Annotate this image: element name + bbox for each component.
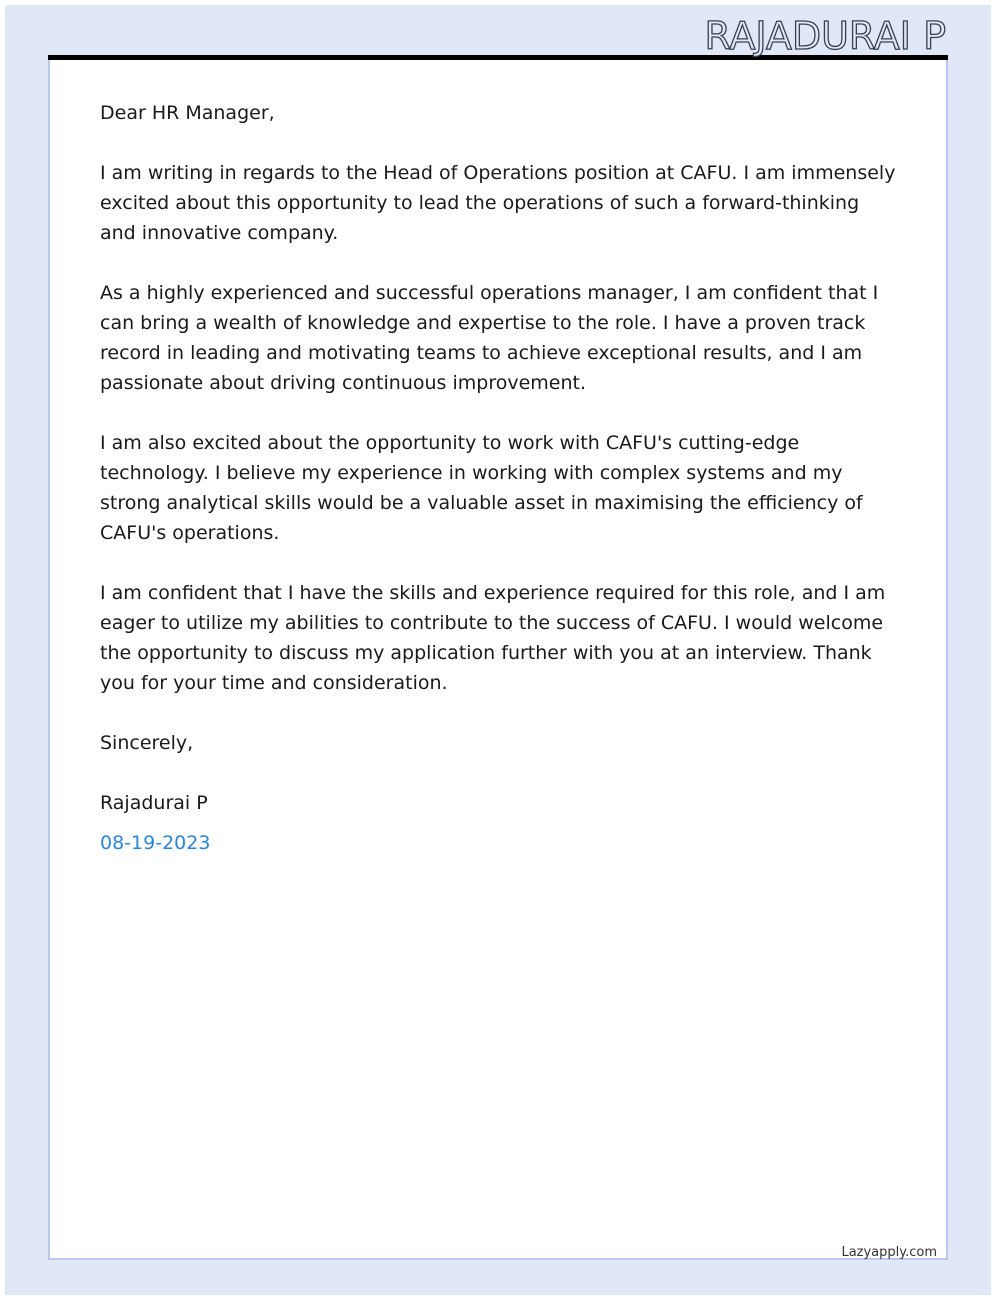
signature: Rajadurai P [100, 792, 208, 814]
paragraph-2: As a highly experienced and successful operations manager, I am confident that I can bring a wealth of knowledge and expertise to the role. I have a proven track record in leading and motivating teams to achieve exceptional results, and I am passionate about driving continuous improvement. [100, 282, 879, 394]
cover-letter-body [100, 98, 900, 858]
paragraph-1: I am writing in regards to the Head of Operations position at CAFU. I am immensely excited about this opportunity to lead the operations of such a forward-thinking and innovative company. [100, 162, 896, 244]
salutation: Dear HR Manager, [100, 102, 275, 124]
applicant-name-header: RAJADURAI P [704, 14, 946, 58]
letter-date: 08-19-2023 [100, 832, 211, 854]
closing: Sincerely, [100, 732, 194, 754]
paragraph-4: I am confident that I have the skills and experience required for this role, and I am eager to utilize my abilities to contribute to the success of CAFU. I would welcome the opportunity to discuss my application further with you at an interview. Thank you for your time and consideration. [100, 582, 886, 694]
paragraph-3: I am also excited about the opportunity to work with CAFU's cutting-edge technology. I believe my experience in working with complex systems and my strong analytical skills would be a valuable asset in maximising the efficiency of CAFU's operations. [100, 432, 863, 544]
footer-watermark: Lazyapply.com [841, 1245, 937, 1260]
